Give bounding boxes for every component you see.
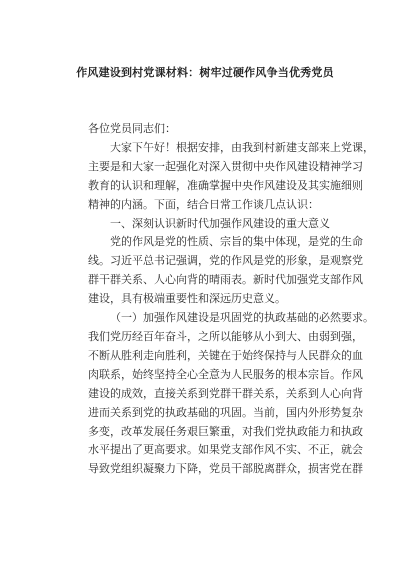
text-line: 党的作风是党的性质、宗旨的集中体现，是党的生命 [110, 235, 363, 249]
text-line: 线。习近平总书记强调，党的作风是党的形象，是观察党 [88, 254, 363, 268]
text-line: 导致党组织凝聚力下降，党员干部脱离群众，损害党在群 [88, 462, 363, 476]
text-line: 建设，具有极端重要性和深远历史意义。 [88, 292, 286, 306]
text-line: 群干群关系、人心向背的晴雨表。新时代加强党支部作风 [88, 273, 363, 287]
paragraph-intro [88, 139, 374, 215]
text-line: 建设的成效，直接关系到党群干群关系，关系到人心向背 [88, 386, 363, 400]
text-line: 不断从胜利走向胜利，关键在于始终保持与人民群众的血 [88, 348, 363, 362]
document-title: 作风建设到村党课材料：树牢过硬作风争当优秀党员 [76, 66, 334, 79]
text-line: 水平提出了更高要求。如果党支部作风不实、不正，就会 [88, 443, 363, 457]
document-body [88, 120, 374, 479]
section-heading-line: 一、深刻认识新时代加强作风建设的重大意义 [110, 216, 330, 230]
text-line: （一）加强作风建设是巩固党的执政基础的必然要求。 [110, 311, 374, 325]
text-line: 大家下午好！根据安排，由我到村新建支部来上党课， [110, 140, 374, 154]
greeting-line: 各位党员同志们： [88, 122, 176, 135]
text-line: 教育的认识和理解，准确掌握中央作风建设及其实施细则 [88, 178, 363, 192]
text-line: 肉联系，始终坚持全心全意为人民服务的根本宗旨。作风 [88, 367, 363, 381]
paragraph-section-1 [88, 233, 362, 309]
section-heading [88, 215, 362, 234]
paragraph-subsection-1 [88, 309, 374, 479]
text-line: 我们党历经百年奋斗，之所以能够从小到大、由弱到强， [88, 329, 363, 343]
text-line: 主要是和大家一起强化对深入贯彻中央作风建设精神学习 [88, 159, 363, 173]
text-line: 精神的内涵。下面，结合日常工作谈几点认识： [88, 197, 319, 211]
text-line: 多变，改革发展任务艰巨繁重，对我们党执政能力和执政 [88, 424, 363, 438]
text-line: 进而关系到党的执政基础的巩固。当前，国内外形势复杂 [88, 405, 363, 419]
greeting [88, 120, 362, 139]
